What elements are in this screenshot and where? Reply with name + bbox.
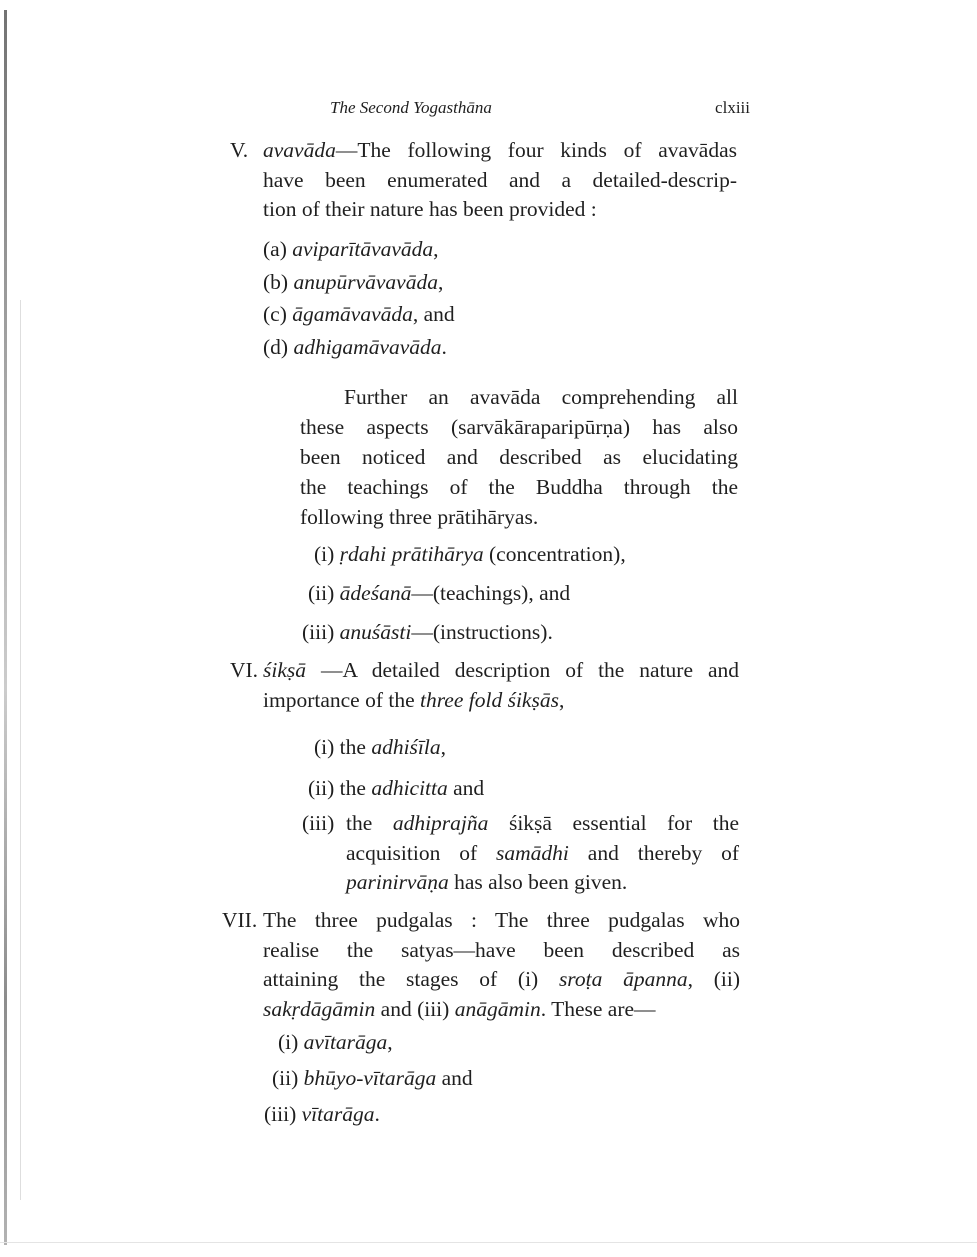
section-vi-item-3-label: (iii) [302,811,335,835]
list-item: (ii) ādeśanā—(teachings), and [308,581,571,605]
section-v-line-1: avavāda—The following four kinds of avavādas [263,138,737,162]
section-vii-numeral: VII. [222,908,258,932]
list-item: (ii) the adhicitta and [308,776,485,800]
section-vi-item-3 [346,809,739,898]
list-item: (iii) anuśāsti—(instructions). [302,620,553,644]
section-vii-intro [263,906,740,1024]
section-vii-line-3: attaining the stages of (i) sroṭa āpanna, (ii) [263,967,740,991]
section-vii-line-1: The three pudgalas : The three pudgalas who [263,908,740,932]
list-item: (a) aviparītāvavāda, [263,237,439,261]
running-head [330,98,750,118]
page-number: clxiii [715,98,750,117]
list-item: (ii) bhūyo-vītarāga and [272,1066,473,1090]
list-item: (i) avītarāga, [278,1030,393,1054]
paragraph-line: the teachings of the Buddha through the [300,475,738,499]
item-line: acquisition of samādhi and thereby of [346,840,739,865]
paragraph-line: these aspects (sarvākāraparipūrṇa) has also [300,415,738,439]
section-vii-list [264,1024,473,1132]
section-vi-intro [263,656,739,715]
section-vii-line-2: realise the satyas—have been described as [263,937,740,962]
list-item: (d) adhigamāvavāda. [263,334,447,359]
list-item: (b) anupūrvāvavāda, [263,269,444,294]
paragraph-line: Further an avavāda comprehending all [344,385,738,409]
running-head-title: The Second Yogasthāna [330,98,492,117]
scan-fold-line [20,300,21,1200]
section-vi-term: śikṣā [263,658,306,682]
section-v-line-2: have been enumerated and a detailed-descrip- [263,167,737,192]
section-vi-line-2: importance of the three fold śikṣās, [263,687,565,712]
paragraph-line: been noticed and described as elucidating [300,445,738,469]
section-v-line-3: tion of their nature has been provided : [263,197,597,221]
item-line: the adhiprajña śikṣā essential for the [346,811,739,835]
list-item: (i) the adhiśīla, [314,735,446,759]
section-v-sublist [300,535,626,652]
section-v-numeral: V. [230,138,249,162]
list-item: (i) ṛdahi prātihārya (concentration), [314,542,626,566]
section-v-paragraph [300,382,738,532]
section-vi-list [300,727,484,809]
section-vii-line-4: sakṛdāgāmin and (iii) anāgāmin. These are— [263,996,656,1021]
section-vi-numeral: VI. [230,658,259,682]
section-vi-line-1: śikṣā —A detailed description of the nature and [263,658,739,682]
list-item: (iii) vītarāga. [264,1102,380,1126]
list-item: (c) āgamāvavāda, and [263,302,455,326]
paragraph-line: following three prātihāryas. [300,505,539,529]
section-v-intro [263,136,737,225]
item-line: parinirvāṇa has also been given. [346,870,628,894]
section-v-list [263,233,455,363]
scan-bottom-edge [0,1242,977,1243]
scan-left-edge [4,10,7,1245]
section-v-term: avavāda [263,138,336,162]
